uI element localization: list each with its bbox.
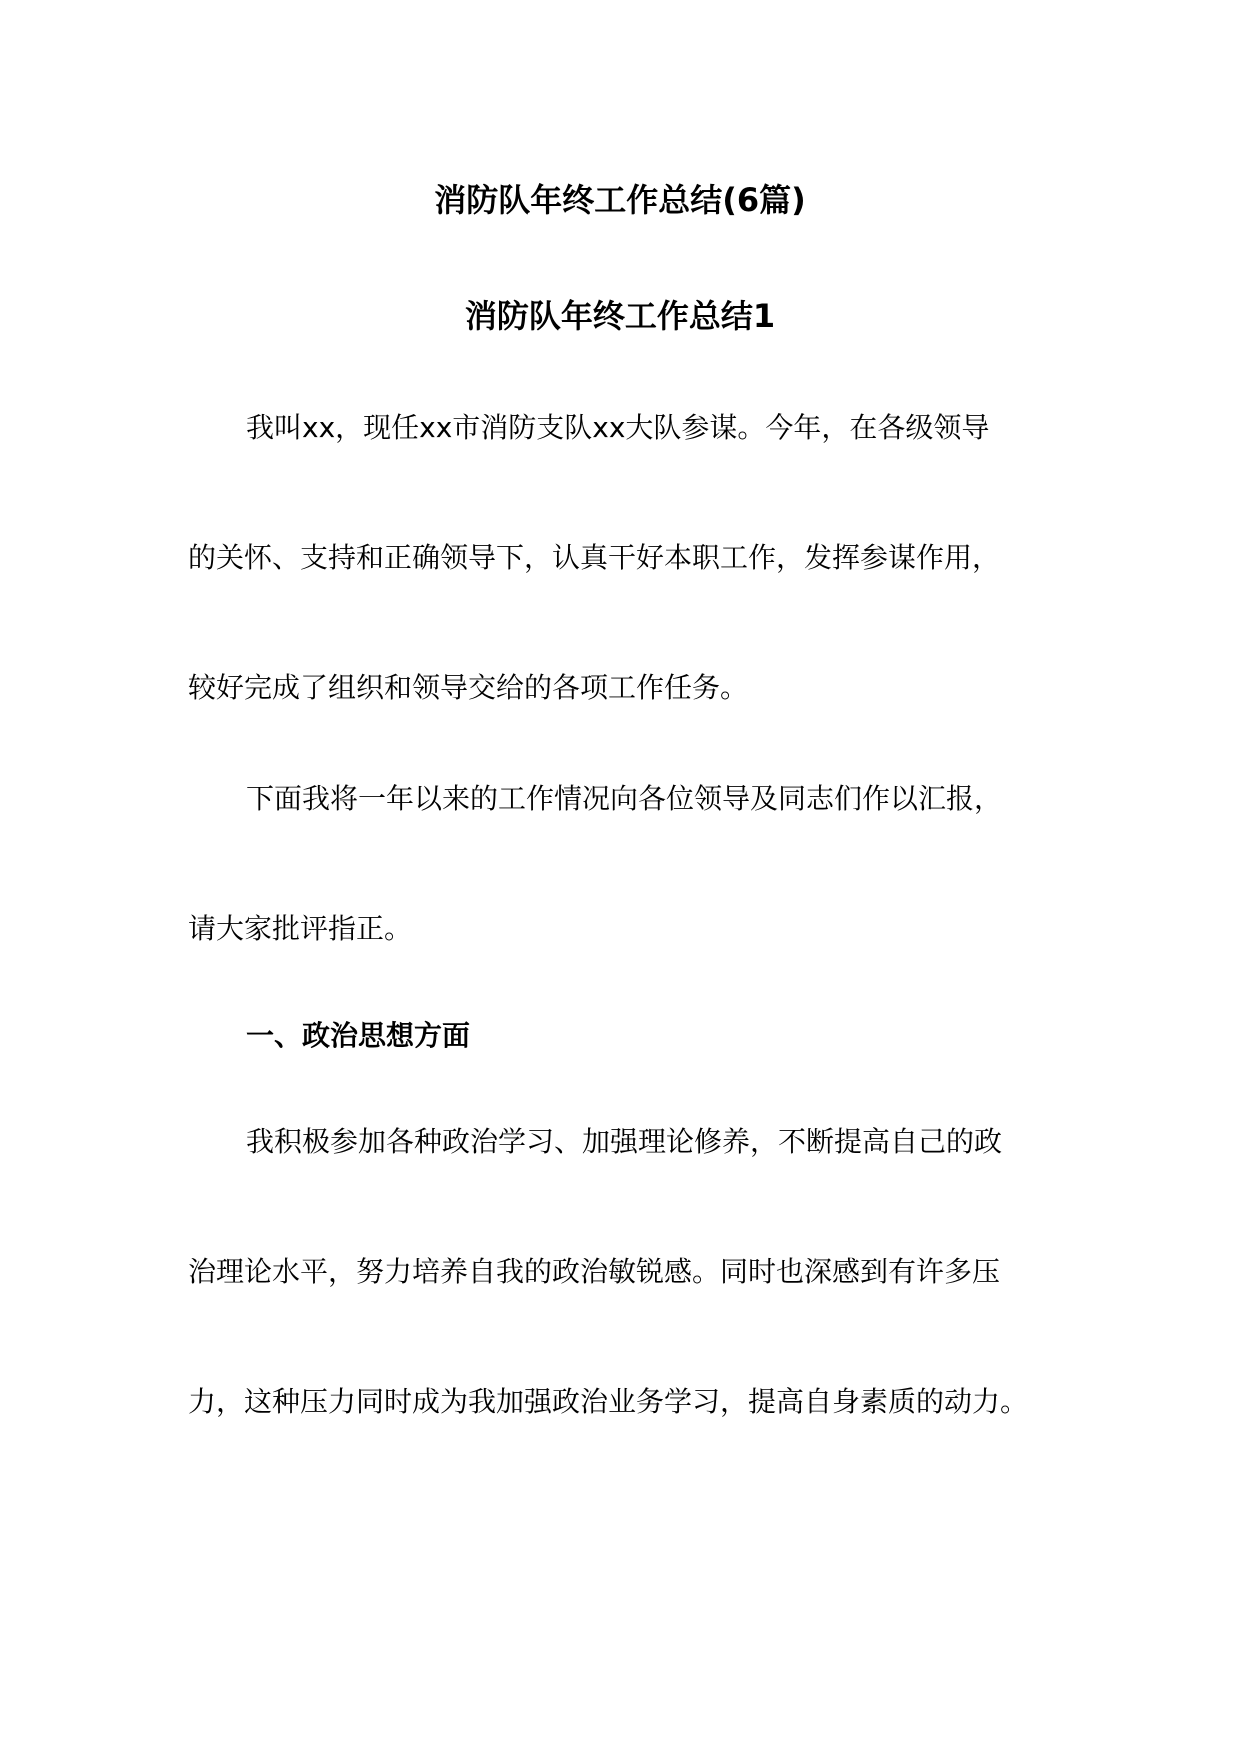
section-heading: 一、政治思想方面	[246, 1019, 471, 1052]
section-title: 消防队年终工作总结1	[464, 297, 776, 335]
paragraph-line: 我积极参加各种政治学习、加强理论修养，不断提高自己的政	[246, 1125, 1003, 1158]
paragraph-line: 下面我将一年以来的工作情况向各位领导及同志们作以汇报，	[246, 782, 1003, 815]
paragraph-line: 较好完成了组织和领导交给的各项工作任务。	[188, 671, 749, 704]
paragraph-line: 请大家批评指正。	[188, 912, 413, 945]
paragraph-line: 力，这种压力同时成为我加强政治业务学习，提高自身素质的动力。	[188, 1385, 1029, 1418]
paragraph-line: 我叫xx，现任xx市消防支队xx大队参谋。今年，在各级领导	[246, 411, 990, 444]
paragraph-line: 的关怀、支持和正确领导下，认真干好本职工作，发挥参谋作用，	[188, 541, 1001, 574]
paragraph-line: 治理论水平，努力培养自我的政治敏锐感。同时也深感到有许多压	[188, 1255, 1001, 1288]
document-title: 消防队年终工作总结(6篇)	[434, 181, 806, 219]
